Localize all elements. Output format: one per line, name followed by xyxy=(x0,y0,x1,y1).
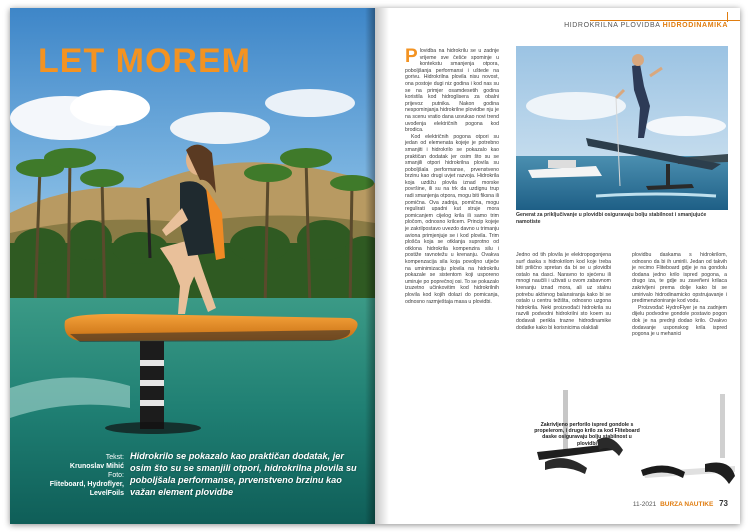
hydrofoil-boat-photo xyxy=(516,46,728,210)
credits-author: Krunoslav Mihić xyxy=(69,463,124,470)
header-rule xyxy=(590,20,740,21)
column-1-paragraph-1 xyxy=(405,48,499,134)
text-column-1 xyxy=(405,48,499,305)
efoil-rider-photo xyxy=(10,8,375,524)
article-headline: LET MOREM xyxy=(38,42,251,80)
magazine-spread xyxy=(10,8,740,524)
gutter-shadow xyxy=(375,8,389,524)
text-column-2 xyxy=(516,252,611,331)
column-2-paragraph: Jedno od tih plovila je elektropogonjena surf daska s hidrokrilom kod koje treba biti prilično spretan da bi se u plovidbi ostalo na dasci. Naravno to sjećenu ili mnogi naučili i uživati u ovom zabavnom krenanju iznad mora, ali uz stalnu potrebu aktivnog balansiranja kako bi se ostalo u centru težišta, odnosno uzgona hidrokrila. Neki proizvođači hidrokrila su razvili podvodni hidrokrilni sto koem su dodavali perikla traznе hidrodinamike dodatke kako bi korisnicima olakšali xyxy=(516,252,611,331)
lead-caption: Hidrokrilo se pokazalo kao praktičan dodatak, jer osim što su se smanjili otpori, hidrokrilna plovila su poboljšala performanse, prvenstveno brzinu kao važan element plovidbe xyxy=(130,451,357,497)
credits-photo-sources: Fliteboard, Hydroflyer, LevelFoils xyxy=(49,481,124,497)
running-head-prefix: HIDROKRILNA PLOVIDBA xyxy=(564,22,661,29)
column-1-paragraph-2: Kod električnih pogona otpori su jedan od elemenata kojeje je potrebno smanjiti i hidrokrilo se pokazalo kao praktičan dodatak jer osim što su se smanjili otpori hidrokrilna plovila su poboljšala performanse, prvenstveno brzinu kao drugi uvjet razvoja. Hidrokrila koja uzdižu plovila iznad morske površine, ili su na trk da uzdignu trup radi smanjenja otpora, mogu biti fiksna ili pomična. Ova zadnja, pomična, mogu regulirati upadni kut struje mora pomicanjem cijelog krila ili samo trim pločom, odnosno krilcem. Princip kojeje je zakrilpostavo uvezdo davno u trimanju aviona primjenjuje se i kod plovila. Trim plošča koja se otklanja suprotno od otklona hidrokrila kompenzira silu i postiže ravnotežu u krenanju. Ovakva kompenzacija sila koja povoljno utječe na uminimizaciju plovila na hidrokrilu pokazale se sistentom koji usporeno umiruje po poprečnoj osi. To se pokazalo izuzetno učinkovitim kod hidrokrilnih plovila kod kojih dolazi do pomicanja, odnosno razmještaja masa u plovidbi. xyxy=(405,133,499,305)
text-column-3 xyxy=(632,252,727,338)
column-3-paragraph-2: Proizvođač HydroFlyer je na zadnjem dijelu podvodne gondole postavio pogon dok je na prednji dodao krilo. Ovakvo dodavanje usponskog krila ispred pogona je u mehanici xyxy=(632,304,727,338)
photo-caption: Generat za priključivanje u plovidbi osiguravaju bolju stabilnost i smanjujuće namotiste xyxy=(516,212,707,225)
column-3-paragraph-1: plovidbu daskama s hidrokrilom, odnosno da bi ih umirili. Jedan od takvih je recimo Fliteboard gdje je na gondolu dodana jedno krilo ispred pogona, a drugo iza, te gdje su zaveñeni krilaca zakrivljeni prema dolje kako bi se umirivalo hidrodinamiсko opstrujavanje i predimenzioniranje kod vodu. xyxy=(632,252,727,305)
folio-issue: 11-2021 xyxy=(632,501,657,508)
running-head xyxy=(564,22,728,29)
running-head-section: HIDRODINAMIKA xyxy=(662,22,728,29)
product-caption: Zakrivljeno perforilo ispred gondole s propelerom, i drugo krilo za kod Fliteboard daske osiguravaju bolju stabilnost u plovidbi xyxy=(534,422,640,447)
page-fold-shadow xyxy=(365,8,375,524)
folio-brand: BURZA NAUTIKE xyxy=(660,501,714,508)
drop-cap: P xyxy=(405,46,418,67)
folio xyxy=(633,499,728,508)
header-rule-tick xyxy=(727,12,728,22)
right-page xyxy=(375,8,740,524)
page-number: 73 xyxy=(719,499,728,508)
left-page xyxy=(10,8,375,524)
photo-credits xyxy=(46,453,124,498)
credits-text-label: Tekst: xyxy=(105,454,124,461)
credits-photo-label: Foto: xyxy=(108,472,124,479)
column-1-paragraph-1-text: lovidba na hidrokrilu se u zadnje vrijeme sve češće spominje u kontekstu smanjenja otpora, poboljšanja performansi i uštede na gorivu. Hidrokrilna plovila nisu novost, ona postoje dugi niz godina i kod nas su se na primjer osamdesetih godina koristila kod hidrogliserа za obalni prijevoz putnika. Nakon godina nespominjanja hidrokrilne plovidbe nju je na scenu vratio dana usvukao novi trend uvođenja električnih pogona kod brodica. xyxy=(405,48,499,134)
